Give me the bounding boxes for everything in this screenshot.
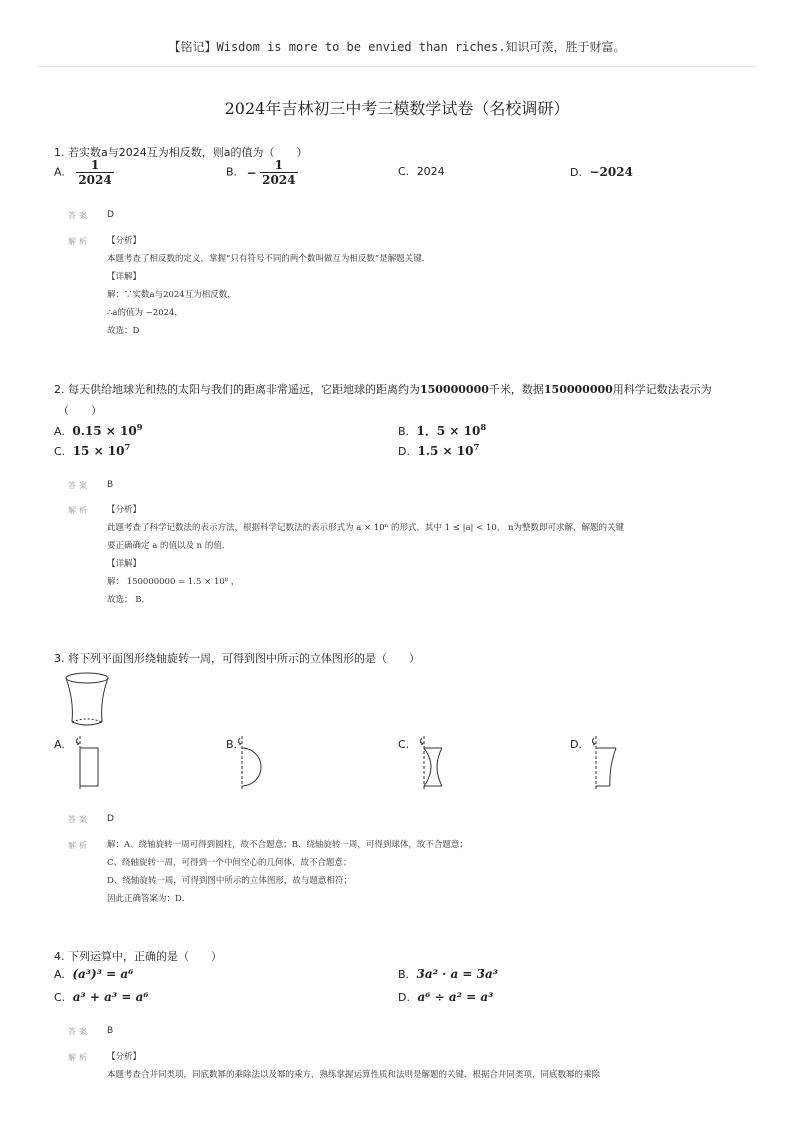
question-4-option-b[interactable]: B. 3a² · a = 3a³: [398, 967, 499, 981]
question-3-option-c[interactable]: C.: [398, 738, 410, 751]
question-2-option-a[interactable]: A. $0.15 \times 10^9$: [54, 422, 143, 438]
answer-label: 答案: [68, 211, 90, 220]
question-3-stem: 3. 将下列平面图形绕轴旋转一周，可得到图中所示的立体图形的是（ ）: [54, 652, 420, 665]
page-title: 2024年吉林初三中考三模数学试卷（名校调研）: [224, 99, 570, 118]
question-4-stem: 4. 下列运算中，正确的是（ ）: [54, 950, 222, 963]
question-4-option-a[interactable]: A. (a³)³ = a⁶: [54, 967, 134, 981]
question-2-stem: 2. 每天供给地球光和热的太阳与我们的距离非常遥远，它距地球的距离约为150000000千米，数据150000000用科学记数法表示为: [54, 383, 712, 396]
solid-figure-icon: [62, 670, 112, 730]
question-1-analysis: 【分析】 本题考查了相反数的定义，掌握“只有符号不同的两个数叫做互为相反数”是解题关键． 【详解】 解：∵实数a与2024互为相反数， ∴a的值为 −2024， 故选：D: [107, 236, 431, 336]
question-3-option-b[interactable]: B.: [226, 738, 238, 751]
analysis-label: 解析: [68, 506, 90, 515]
question-2-option-d[interactable]: D. $1.5 \times 10^7$: [398, 442, 480, 458]
fraction: $\frac{1}{2024}$: [262, 158, 296, 187]
question-1-option-a[interactable]: A. $\frac{1}{2024}$: [54, 158, 112, 187]
question-2-option-b[interactable]: B. 1．$5 \times 10^8$: [398, 422, 487, 438]
question-1-answer: D: [107, 210, 114, 220]
trapezoid-shape-icon: [586, 734, 626, 792]
question-2-stem-bracket: （ ）: [58, 404, 102, 417]
question-3-analysis: 解：A、绕轴旋转一周可得到圆柱，故不合题意；B、绕轴旋转一周，可得到球体，故不合题意； C、绕轴旋转一周，可得到一个中间空心的几何体，故不合题意； D、绕轴旋转一周，可得到图中所示的立体图形，故与题意相符； 因此正确答案为：D．: [107, 840, 468, 904]
question-3-option-a[interactable]: A.: [54, 738, 65, 751]
header-divider: [38, 66, 756, 67]
fraction: $\frac{1}{2024}$: [78, 158, 112, 187]
question-2-analysis: 【分析】 此题考查了科学记数法的表示方法，根据科学记数法的表示形式为 a × 10ⁿ 的形式，其中 1 ≤ |a| < 10， n为整数即可求解，解题的关键 要正确确定 a 的值以及 n 的值． 【详解】 解： 150000000 = 1.5 × 10⁸ ， 故选： B．: [107, 505, 624, 605]
answer-label: 答案: [68, 815, 90, 824]
concave-shape-icon: [412, 734, 452, 792]
question-3-option-d[interactable]: D.: [570, 738, 582, 751]
semicircle-shape-icon: [236, 734, 276, 792]
question-4-analysis: 【分析】 本题考查合并同类项，同底数幂的乘除法以及幂的乘方，熟练掌握运算性质和法则是解题的关键．根据合并同类项，同底数幂的乘除: [107, 1052, 601, 1080]
analysis-label: 解析: [68, 841, 90, 850]
question-2-option-c[interactable]: C. $15 \times 10^7$: [54, 442, 131, 458]
question-1-option-c[interactable]: C. 2024: [398, 165, 445, 178]
question-3-answer: D: [107, 814, 114, 824]
question-1-option-b[interactable]: B. − $\frac{1}{2024}$: [226, 158, 296, 187]
answer-label: 答案: [68, 1027, 90, 1036]
question-4-option-c[interactable]: C. a³ + a³ = a⁶: [54, 990, 149, 1004]
rectangle-shape-icon: [74, 734, 106, 792]
question-4-answer: B: [107, 1026, 114, 1036]
header-motto: 【铭记】Wisdom is more to be envied than riches.知识可羡，胜于财富。: [168, 40, 626, 54]
answer-label: 答案: [68, 481, 90, 490]
question-1-stem: 1. 若实数a与2024互为相反数，则a的值为（ ）: [54, 146, 308, 159]
question-4-option-d[interactable]: D. a⁶ ÷ a² = a³: [398, 990, 494, 1004]
question-2-answer: B: [107, 480, 114, 490]
question-1-option-d[interactable]: D. −2024: [570, 165, 633, 179]
analysis-label: 解析: [68, 237, 90, 246]
analysis-label: 解析: [68, 1053, 90, 1062]
